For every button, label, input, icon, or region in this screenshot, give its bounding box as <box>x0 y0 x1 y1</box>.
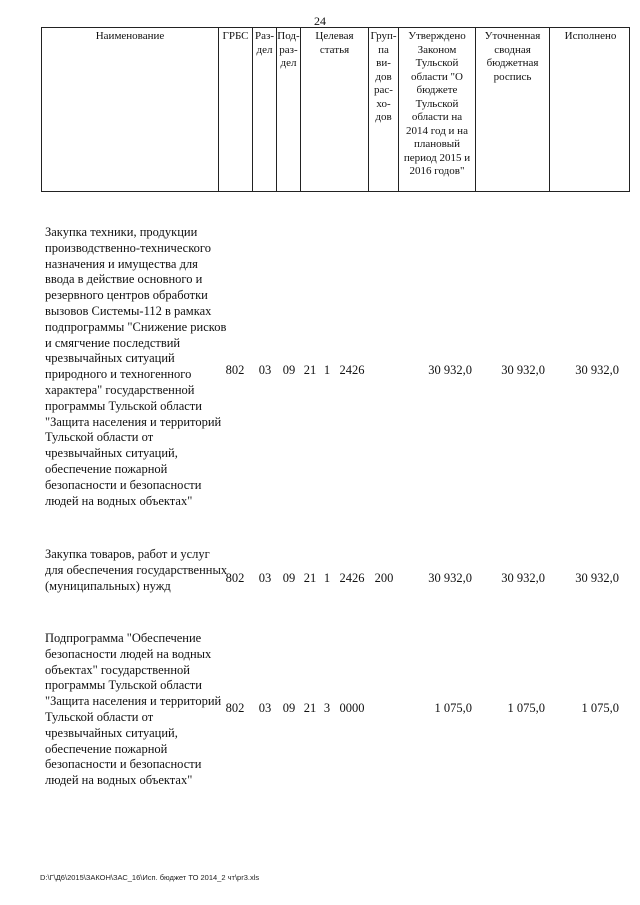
header-razdel: Раз- дел <box>252 28 276 191</box>
row-executed: 30 932,0 <box>575 571 619 585</box>
row-approved: 1 075,0 <box>434 701 472 715</box>
row-name: Закупка техники, продукции производственно-технического назначения и имущества для ввода в действие основного и резервного центров обработки вызовов Системы-112 в рамках подпрограммы "Снижение рисков и смягчение последствий чрезвычайных ситуаций природного и техногенного характера" государственной программы Тульской области "Защита населения и территорий Тульской области от чрезвычайных ситуаций, обеспечение пожарной безопасности и безопасности людей на водных объектах" <box>45 225 227 508</box>
row-executed: 1 075,0 <box>581 701 619 715</box>
file-path-footer: D:\Г\Д6\2015\ЗАКОН\ЗАС_16\Исп. бюджет ТО 2014_2 чт\pr3.xls <box>40 873 260 882</box>
row-approved: 30 932,0 <box>428 363 472 377</box>
header-grbs: ГРБС <box>218 28 252 191</box>
page-number: 24 <box>314 14 326 28</box>
header-expense-group: Груп- па ви- дов рас- хо- дов <box>368 28 398 191</box>
header-approved: Утверждено Законом Тульской области "О бюджете Тульской области на 2014 год и на плановый период 2015 и 2016 годов" <box>398 28 475 191</box>
row-group: 200 <box>374 571 394 585</box>
row-target-2: 1 <box>323 571 331 585</box>
row-target-3: 2426 <box>339 571 365 585</box>
row-grbs: 802 <box>225 701 245 715</box>
row-target-1: 21 <box>303 363 317 377</box>
table-header <box>41 27 630 192</box>
header-refined: Уточненная сводная бюджетная роспись <box>475 28 549 191</box>
row-target-2: 1 <box>323 363 331 377</box>
row-grbs: 802 <box>225 571 245 585</box>
header-executed: Исполнено <box>549 28 631 191</box>
row-razdel: 03 <box>258 363 272 377</box>
row-name: Подпрограмма "Обеспечение безопасности людей на водных объектах" государственной программы Тульской области "Защита населения и территорий Тульской области от чрезвычайных ситуаций, обеспечение пожарной безопасности и безопасности людей на водных объектах" <box>45 631 222 788</box>
row-target-3: 2426 <box>339 363 365 377</box>
row-name: Закупка товаров, работ и услуг для обеспечения государственных (муниципальных) нужд <box>45 547 228 593</box>
row-refined: 1 075,0 <box>507 701 545 715</box>
row-podrazdel: 09 <box>282 701 296 715</box>
row-podrazdel: 09 <box>282 363 296 377</box>
header-podrazdel: Под- раз- дел <box>276 28 300 191</box>
row-target-1: 21 <box>303 571 317 585</box>
row-executed: 30 932,0 <box>575 363 619 377</box>
row-razdel: 03 <box>258 571 272 585</box>
row-refined: 30 932,0 <box>501 363 545 377</box>
row-refined: 30 932,0 <box>501 571 545 585</box>
row-grbs: 802 <box>225 363 245 377</box>
row-razdel: 03 <box>258 701 272 715</box>
row-target-1: 21 <box>303 701 317 715</box>
row-approved: 30 932,0 <box>428 571 472 585</box>
row-podrazdel: 09 <box>282 571 296 585</box>
row-target-2: 3 <box>323 701 331 715</box>
row-target-3: 0000 <box>339 701 365 715</box>
header-name: Наименование <box>95 30 165 42</box>
header-target-article: Целевая статья <box>300 28 368 191</box>
